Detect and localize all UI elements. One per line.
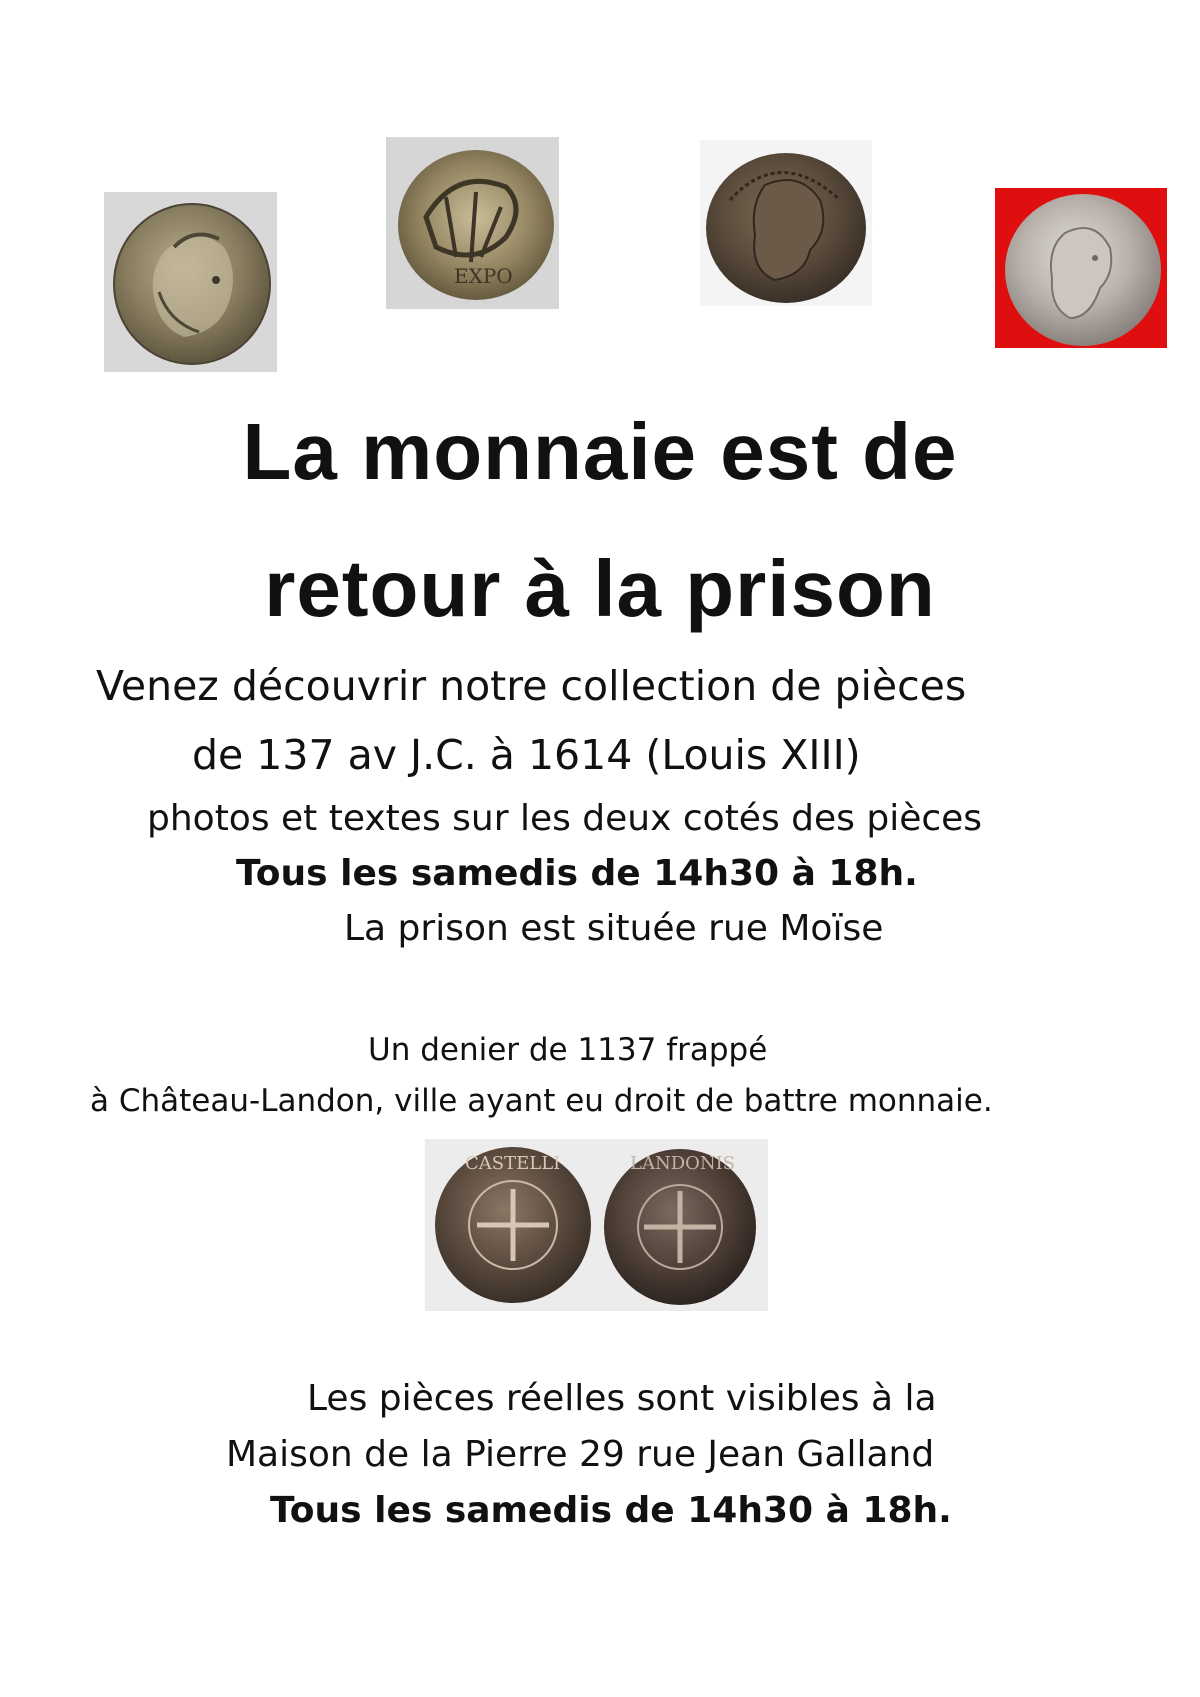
intro-line-2: de 137 av J.C. à 1614 (Louis XIII) [192, 731, 861, 779]
intro-line-4: Tous les samedis de 14h30 à 18h. [236, 853, 918, 894]
denier-coins-photo [425, 1139, 768, 1311]
bronze-coin-photo [700, 140, 872, 306]
roman-coin-photo [104, 192, 277, 372]
intro-line-1: Venez découvrir notre collection de pièces [96, 662, 967, 710]
svg-text:EXPO: EXPO [454, 264, 513, 288]
silver-coin-photo [995, 188, 1167, 348]
celtic-coin-photo [386, 137, 559, 309]
denier-reverse-inscription: LANDONIS [630, 1153, 736, 1174]
intro-line-5: La prison est située rue Moïse [344, 908, 884, 949]
denier-caption-1: Un denier de 1137 frappé [368, 1032, 768, 1068]
headline-line-1: La monnaie est de [242, 407, 958, 496]
intro-line-3: photos et textes sur les deux cotés des pièces [147, 798, 983, 839]
denier-caption-2: à Château-Landon, ville ayant eu droit de battre monnaie. [90, 1083, 993, 1119]
footer-line-2: Maison de la Pierre 29 rue Jean Galland [226, 1434, 935, 1475]
footer-line-3: Tous les samedis de 14h30 à 18h. [270, 1490, 952, 1531]
headline-line-2: retour à la prison [264, 544, 936, 633]
footer-line-1: Les pièces réelles sont visibles à la [307, 1378, 937, 1419]
denier-obverse-inscription: CASTELLI [465, 1153, 561, 1174]
